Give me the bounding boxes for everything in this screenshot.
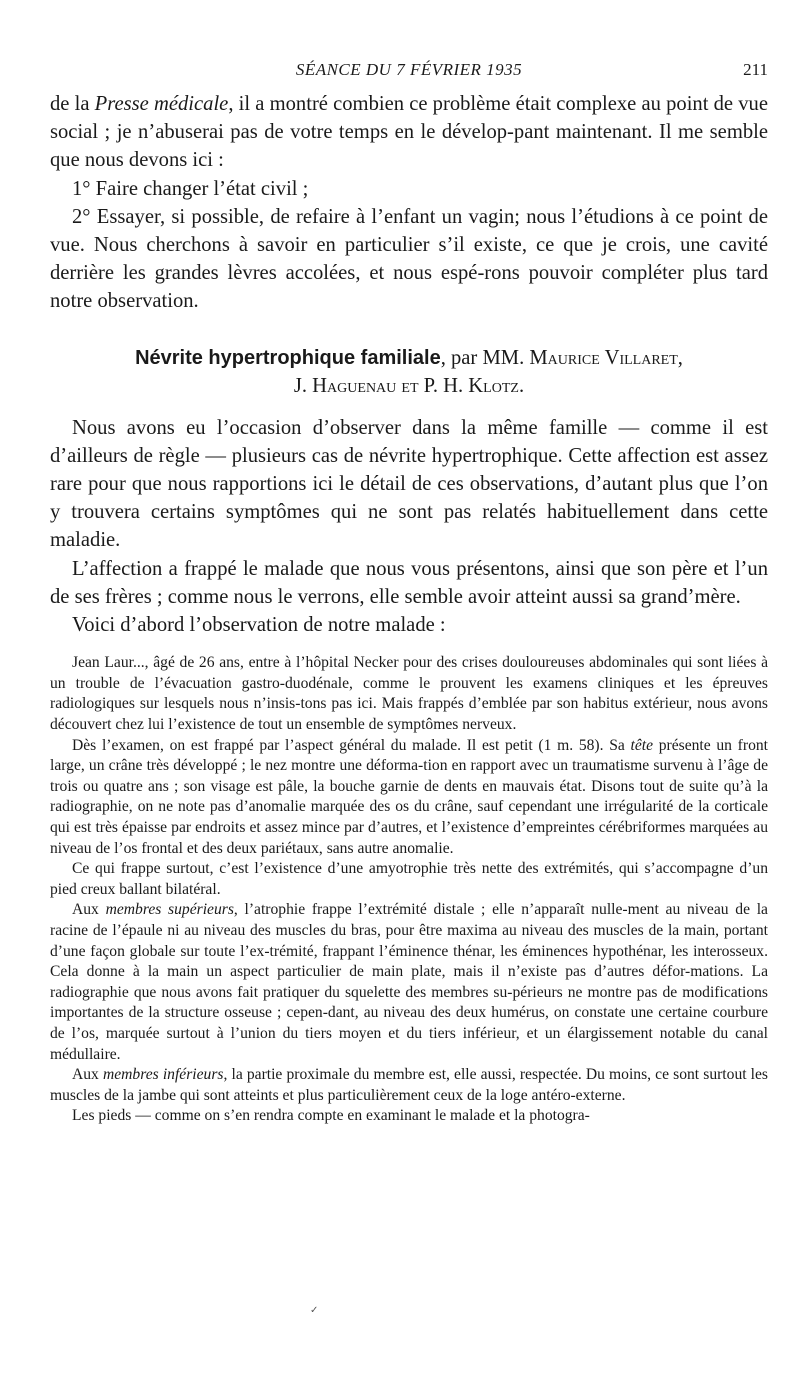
obs4-italic: membres supérieurs [105, 901, 234, 919]
running-head [50, 60, 768, 90]
body-paragraph-1: Nous avons eu l’occasion d’observer dans la même famille — comme il est d’ailleurs de règle — plusieurs cas de névrite hypertrophique. Cette affection est assez rare pour que nous rapportions ici le détail de ces observations, d’autant plus que l’on y trouvera certains symptômes qui ne sont pas relatés habituellement dans cette maladie. [50, 416, 768, 552]
observation-paragraph-3: Ce qui frappe surtout, c’est l’existence d’une amyotrophie très nette des extrémités, qui s’accompagne d’un pied creux ballant bilatéral. [50, 860, 768, 898]
section-by: , par MM. [440, 346, 530, 369]
page-number: 211 [743, 60, 768, 79]
observation-paragraph-2 [50, 736, 768, 860]
obs5-text-b: , la partie proximale du membre est, elle aussi, respectée. Du moins, ce sont surtout les muscles de la jambe qui sont atteints et plus particulièrement ceux de la loge antéro-externe. [50, 1066, 769, 1104]
obs2-italic: tête [630, 736, 654, 754]
section-heading [50, 344, 768, 400]
observation-paragraph-6: Les pieds — comme on s’en rendra compte en examinant le malade et la photogra- [72, 1107, 590, 1125]
trailing-mark: ✓ [310, 1305, 319, 1316]
obs2-text-a: Dès l’examen, on est frappé par l’aspect général du malade. Il est petit (1 m. 58). Sa [72, 736, 631, 754]
obs5-text-a: Aux [72, 1066, 103, 1084]
obs2-text-b: présente un front large, un crâne très développé ; le nez montre une déforma-tion en rapport avec un traumatisme survenu à l’âge de trois ou quatre ans ; son visage est pâle, la bouche garnie de dents en mauvais état. Disons tout de suite qu’à la radiographie, on ne note pas d’anomalie marquée des os du crâne, sauf cependant une irrégularité de la corticale qui est très épaisse par endroits et assez mince par d’autres, et l’existence d’empreintes cérébriformes marquées au niveau de l’os frontal et des deux pariétaux, sans autre anomalie. [50, 736, 768, 857]
section-authors-line2: J. Haguenau et P. H. Klotz. [293, 374, 525, 397]
intro-text-b: , il a montré combien ce problème était complexe au point de vue social ; je n’abuserai pas de votre temps en le dévelop-pant maintenant. Il me semble que nous devons ici : [50, 93, 768, 172]
section-authors-line1: Maurice Villaret, [529, 346, 683, 369]
obs5-italic: membres inférieurs [102, 1066, 224, 1084]
intro-item-1: 1° Faire changer l’état civil ; [72, 177, 309, 200]
body-paragraph-2: L’affection a frappé le malade que nous vous présentons, ainsi que son père et l’un de ses frères ; comme nous le verrons, elle semble avoir atteint aussi sa grand’mère. [50, 557, 768, 608]
observation-paragraph-4 [50, 900, 768, 1065]
running-title: SÉANCE DU 7 FÉVRIER 1935 [295, 60, 523, 79]
obs4-text-a: Aux [72, 901, 106, 919]
intro-item-2: 2° Essayer, si possible, de refaire à l’enfant un vagin; nous l’étudions à ce point de vue. Nous cherchons à savoir en particulier s’il existe, ce que je crois, une cavité derrière les grandes lèvres accolées, et nous espé-rons pouvoir compléter plus tard notre observation. [50, 205, 768, 313]
body-paragraph-3: Voici d’abord l’observation de notre malade : [72, 614, 446, 637]
obs4-text-b: , l’atrophie frappe l’extrémité distale ; elle n’apparaît nulle-ment au niveau de la racine de l’épaule ni au niveau des muscles du bras, pour être maxima au niveau des muscles de la main, portant d’une façon globale sur toute l’ex-trémité, frappant l’éminence thénar, les éminences hypothénar, les interosseux. Cela donne à la main un aspect particulier de main plate, mais il n’existe pas d’autres défor-mations. La radiographie que nous avons fait pratiquer du squelette des membres su-périeurs ne montre pas de modifications importantes de la structure osseuse ; cepen-dant, au niveau des deux humérus, on constate une certaine courbure de l’os, marquée surtout à l’union du tiers moyen et du tiers inférieur, et un élargissement notable du canal médullaire. [50, 901, 768, 1063]
intro-paragraph [50, 90, 768, 175]
page [50, 60, 769, 1316]
observation-paragraph-5 [50, 1065, 768, 1106]
observation-paragraph-1: Jean Laur..., âgé de 26 ans, entre à l’hôpital Necker pour des crises douloureuses abdominales qui sont liées à un trouble de l’évacuation gastro-duodénale, comme le prouvent les examens cliniques et les épreuves radiologiques sur lesquels nous n’insis-tons pas ici. Mais frappés d’emblée par son habitus extérieur, nous avons découvert chez lui l’existence de tout un ensemble de symptômes nerveux. [50, 654, 768, 734]
observation-block [50, 653, 768, 1127]
section-title: Névrite hypertrophique familiale [135, 346, 441, 369]
journal-title: Presse médicale [94, 93, 229, 115]
intro-text-a: de la [50, 93, 95, 115]
